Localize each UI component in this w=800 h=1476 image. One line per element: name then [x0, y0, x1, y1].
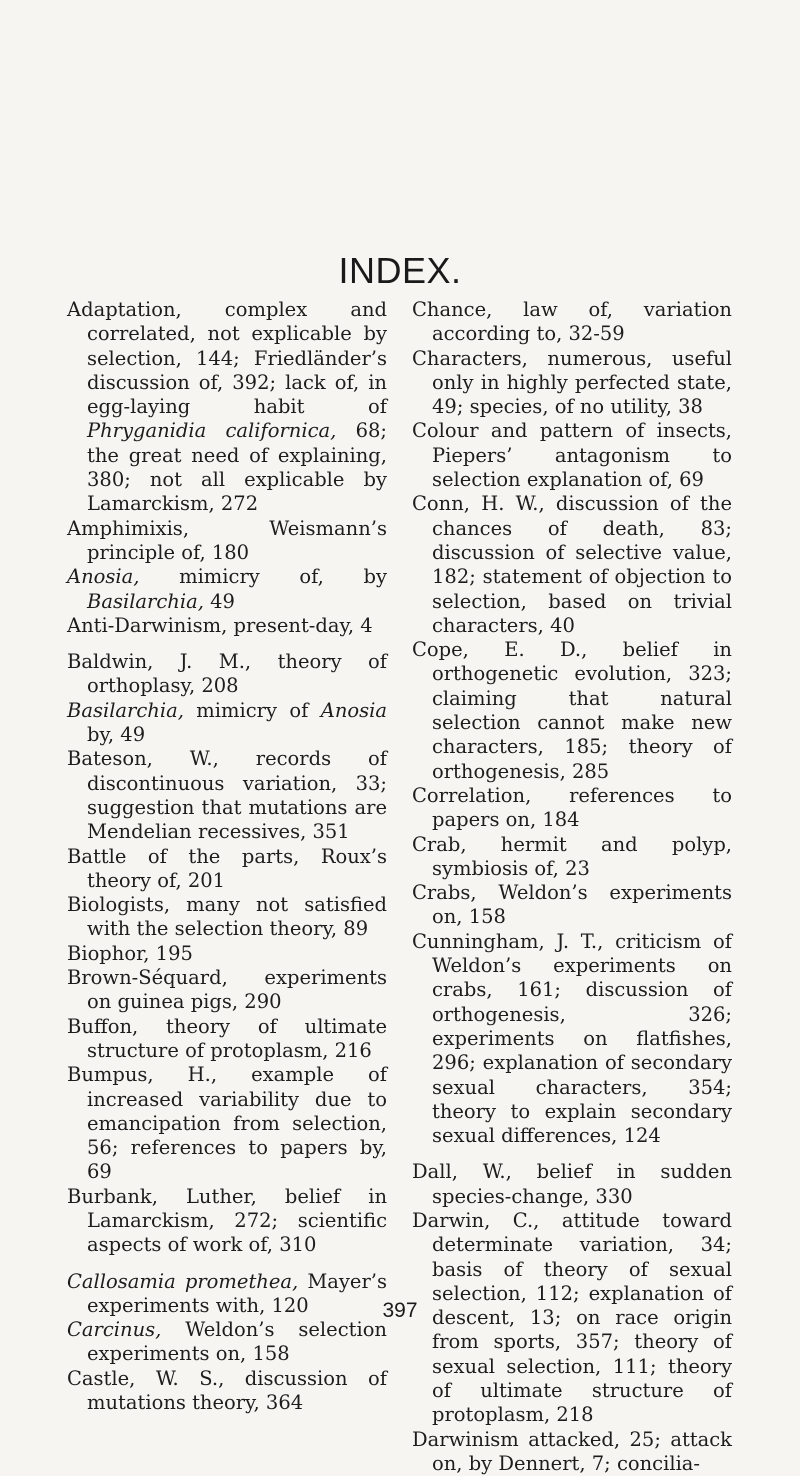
entry-text: Weldon’s selection experiments on, 158	[87, 1318, 387, 1366]
entry-text: Anti-Darwinism, present-day, 4	[67, 613, 373, 637]
index-entry	[412, 1160, 732, 1209]
index-column-left	[67, 298, 387, 1415]
entry-text: Characters, numerous, useful only in highly perfected state, 49; species, of no utility, 38	[412, 346, 732, 419]
entry-text: Conn, H. W., discussion of the chances of death, 83; discussion of selective value, 182; statement of objection to selection, based on trivial characters, 40	[412, 492, 732, 637]
entry-text: Mayer’s experiments with, 120	[87, 1269, 387, 1317]
index-entry	[67, 565, 387, 614]
entry-text: Colour and pattern of insects, Piepers’ antagonism to selection explanation of, 69	[412, 419, 732, 492]
index-entry	[67, 893, 387, 942]
entry-text: Correlation, references to papers on, 184	[412, 783, 732, 832]
index-entry	[67, 1185, 387, 1258]
italic-term: Basilarchia,	[87, 589, 204, 613]
entry-text: Buffon, theory of ultimate structure of protoplasm, 216	[67, 1014, 387, 1062]
italic-term: Anosia,	[67, 565, 140, 589]
entry-text: Darwin, C., attitude toward determinate variation, 34; basis of theory of sexual selection, 112; explanation of descent, 13; on race origin from sports, 357; theory of sexual selection, 111; theory of ultimate structure of protoplasm, 218	[412, 1208, 732, 1427]
index-entry	[412, 784, 732, 833]
index-entry	[67, 517, 387, 566]
entry-text: Crab, hermit and polyp, symbiosis of, 23	[412, 832, 732, 880]
italic-term: Phryganidia californica,	[87, 419, 337, 443]
entry-text: Cope, E. D., belief in orthogenetic evolution, 323; claiming that natural selection cannot make new characters, 185; theory of orthogenesis, 285	[412, 638, 732, 783]
index-entry	[412, 930, 732, 1149]
index-entry	[67, 1367, 387, 1416]
page-number: 397	[382, 1299, 418, 1322]
index-entry	[412, 881, 732, 930]
index-entry	[67, 966, 387, 1015]
entry-text: Dall, W., belief in sudden species-change, 330	[412, 1160, 732, 1208]
entry-text: Bumpus, H., example of increased variability due to emancipation from selection, 56; references to papers by, 69	[67, 1063, 387, 1184]
entry-text: 68; the great need of explaining, 380; not all explicable by Lamarckism, 272	[87, 419, 387, 516]
index-entry	[67, 1318, 387, 1367]
index-entry	[412, 347, 732, 420]
index-entry	[412, 492, 732, 638]
italic-term: Basilarchia,	[67, 698, 184, 722]
entry-text: Burbank, Luther, belief in Lamarckism, 272; scientific aspects of work of, 310	[67, 1184, 387, 1257]
index-entry	[67, 1015, 387, 1064]
entry-text: Chance, law of, variation according to, 32-59	[412, 298, 732, 346]
index-entry	[67, 747, 387, 844]
entry-text: mimicry of, by	[139, 565, 387, 589]
index-entry	[67, 614, 387, 638]
entry-text: Amphimixis, Weismann’s principle of, 180	[67, 516, 387, 564]
italic-term: Callosamia promethea,	[67, 1269, 299, 1293]
entry-text: Baldwin, J. M., theory of orthoplasy, 208	[67, 650, 387, 698]
entry-text: Adaptation, complex and correlated, not explicable by selection, 144; Friedländer’s discussion of, 392; lack of, in egg-laying habit of	[67, 298, 387, 419]
entry-text: Brown-Séquard, experiments on guinea pigs, 290	[67, 966, 387, 1014]
index-entry	[412, 298, 732, 347]
page-title: INDEX.	[338, 250, 462, 291]
entry-text: by, 49	[87, 723, 146, 747]
index-entry	[412, 1428, 732, 1476]
index-entry	[412, 833, 732, 882]
index-entry	[67, 650, 387, 699]
entry-text: Biophor, 195	[67, 941, 193, 965]
index-entry	[67, 699, 387, 748]
entry-text: Castle, W. S., discussion of mutations theory, 364	[67, 1366, 387, 1415]
entry-text: Crabs, Weldon’s experiments on, 158	[412, 881, 732, 929]
index-entry	[67, 298, 387, 517]
index-entry	[67, 845, 387, 894]
entry-text: Bateson, W., records of discontinuous variation, 33; suggestion that mutations are Mendelian recessives, 351	[67, 747, 387, 844]
entry-text: Battle of the parts, Roux’s theory of, 201	[67, 844, 387, 892]
italic-term: Carcinus,	[67, 1318, 162, 1342]
index-entry	[412, 419, 732, 492]
entry-text: Biologists, many not satisfied with the selection theory, 89	[67, 893, 387, 941]
index-entry	[412, 638, 732, 784]
index-entry	[67, 942, 387, 966]
entry-text: 49	[203, 589, 235, 613]
entry-text: Darwinism attacked, 25; attack on, by Dennert, 7; concilia-	[412, 1427, 732, 1475]
entry-text: Cunningham, J. T., criticism of Weldon’s experiments on crabs, 161; discussion of orthogenesis, 326; experiments on flatfishes, 296; explanation of secondary sexual characters, 354; theory to explain secondary sexual differences, 124	[412, 929, 732, 1148]
index-entry	[67, 1063, 387, 1184]
entry-text: mimicry of	[183, 698, 321, 722]
italic-term: Anosia	[320, 698, 387, 722]
